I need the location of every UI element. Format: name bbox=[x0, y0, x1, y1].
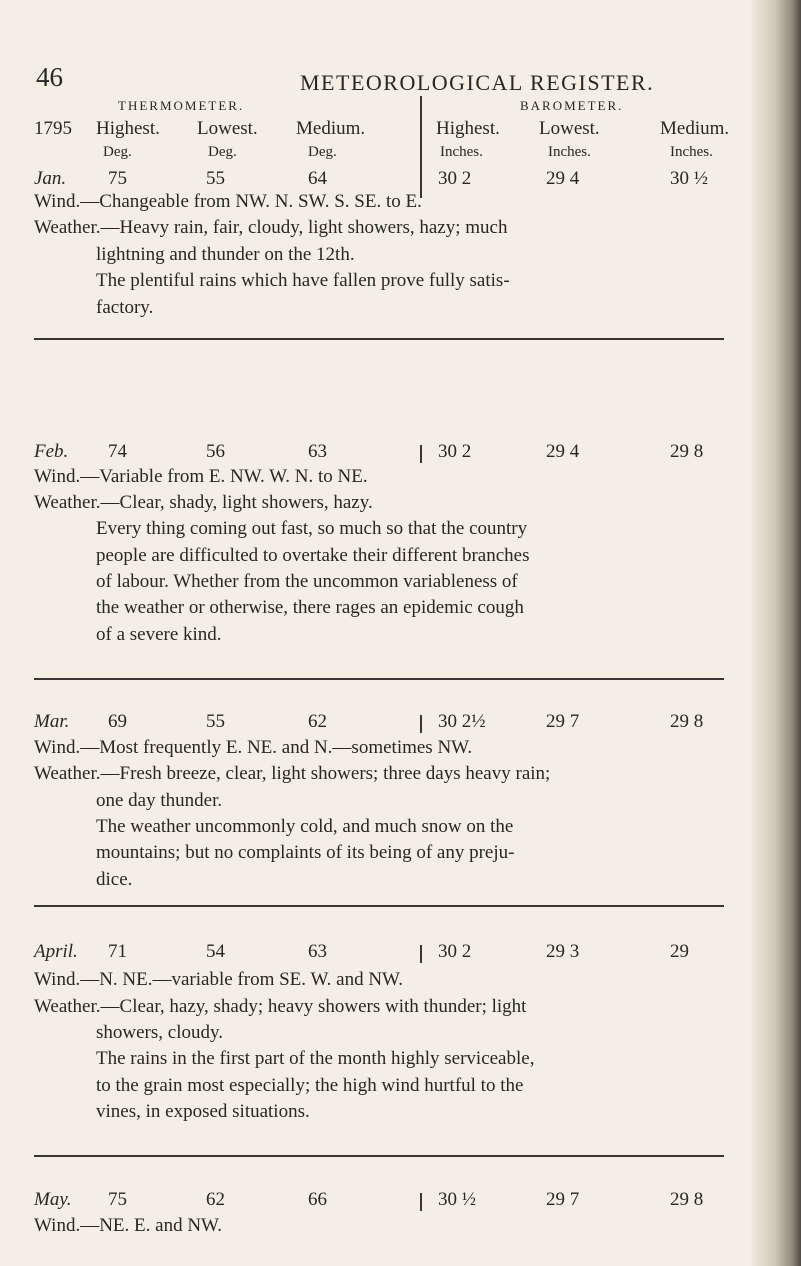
barometer-value: 30 ½ bbox=[670, 168, 708, 189]
baro-unit-medium: Inches. bbox=[670, 144, 713, 160]
barometer-value: 29 4 bbox=[546, 441, 580, 462]
section-rule bbox=[34, 1155, 724, 1157]
therm-col-medium: Medium. bbox=[296, 118, 366, 139]
year-label: 1795 bbox=[34, 118, 72, 139]
barometer-value: 30 2 bbox=[438, 168, 472, 189]
therm-unit-lowest: Deg. bbox=[208, 144, 237, 160]
barometer-value: 29 7 bbox=[546, 711, 580, 732]
therm-col-lowest: Lowest. bbox=[197, 118, 258, 139]
thermometer-value: 54 bbox=[206, 941, 225, 962]
weather-line: Weather.—Clear, hazy, shady; heavy showers with thunder; light bbox=[34, 996, 527, 1017]
thermometer-value: 63 bbox=[308, 441, 327, 462]
barometer-value: 29 3 bbox=[546, 941, 580, 962]
barometer-value: 29 8 bbox=[670, 711, 704, 732]
barometer-value: 30 ½ bbox=[438, 1189, 476, 1210]
remark-line: one day thunder. bbox=[96, 790, 223, 811]
remark-line: of labour. Whether from the uncommon variableness of bbox=[96, 571, 518, 592]
wind-line: Wind.—Most frequently E. NE. and N.—sometimes NW. bbox=[34, 737, 473, 758]
remark-line: of a severe kind. bbox=[96, 624, 222, 645]
month-label: May. bbox=[34, 1189, 72, 1210]
remark-line: dice. bbox=[96, 869, 133, 890]
remark-line: factory. bbox=[96, 297, 154, 318]
section-rule bbox=[34, 678, 724, 680]
thermometer-value: 69 bbox=[108, 711, 127, 732]
thermometer-value: 64 bbox=[308, 168, 327, 189]
remark-line: The plentiful rains which have fallen prove fully satis- bbox=[96, 270, 510, 291]
remark-line: people are difficulted to overtake their different branches bbox=[96, 545, 530, 566]
thermometer-value: 55 bbox=[206, 168, 225, 189]
barometer-value: 29 bbox=[670, 941, 689, 962]
wind-line: Wind.—N. NE.—variable from SE. W. and NW. bbox=[34, 969, 403, 990]
barometer-value: 30 2 bbox=[438, 441, 472, 462]
section-rule bbox=[34, 338, 724, 340]
month-label: April. bbox=[34, 941, 78, 962]
weather-line: Weather.—Heavy rain, fair, cloudy, light showers, hazy; much bbox=[34, 217, 508, 238]
thermometer-value: 75 bbox=[108, 168, 127, 189]
therm-unit-highest: Deg. bbox=[103, 144, 132, 160]
thermometer-value: 62 bbox=[206, 1189, 225, 1210]
wind-line: Wind.—Variable from E. NW. W. N. to NE. bbox=[34, 466, 368, 487]
row-separator-bar bbox=[420, 945, 422, 963]
month-label: Mar. bbox=[34, 711, 70, 732]
thermometer-value: 66 bbox=[308, 1189, 327, 1210]
thermometer-value: 62 bbox=[308, 711, 327, 732]
remark-line: the weather or otherwise, there rages an epidemic cough bbox=[96, 597, 524, 618]
remark-line: The weather uncommonly cold, and much snow on the bbox=[96, 816, 514, 837]
wind-line: Wind.—NE. E. and NW. bbox=[34, 1215, 222, 1236]
thermometer-label: THERMOMETER. bbox=[118, 98, 245, 113]
baro-unit-highest: Inches. bbox=[440, 144, 483, 160]
baro-col-highest: Highest. bbox=[436, 118, 500, 139]
baro-col-lowest: Lowest. bbox=[539, 118, 600, 139]
remark-line: vines, in exposed situations. bbox=[96, 1101, 310, 1122]
gutter-shadow bbox=[749, 0, 757, 1266]
remark-line: The rains in the first part of the month highly serviceable, bbox=[96, 1048, 535, 1069]
running-title: METEOROLOGICAL REGISTER. bbox=[300, 70, 655, 95]
weather-line: Weather.—Fresh breeze, clear, light showers; three days heavy rain; bbox=[34, 763, 551, 784]
thermometer-value: 75 bbox=[108, 1189, 127, 1210]
thermometer-value: 74 bbox=[108, 441, 127, 462]
therm-unit-medium: Deg. bbox=[308, 144, 337, 160]
barometer-label: BAROMETER. bbox=[520, 98, 624, 113]
thermometer-value: 71 bbox=[108, 941, 127, 962]
thermometer-value: 63 bbox=[308, 941, 327, 962]
remark-line: mountains; but no complaints of its being of any preju- bbox=[96, 842, 515, 863]
thermometer-value: 55 bbox=[206, 711, 225, 732]
row-separator-bar bbox=[420, 715, 422, 733]
barometer-value: 29 7 bbox=[546, 1189, 580, 1210]
barometer-value: 29 8 bbox=[670, 441, 704, 462]
baro-col-medium: Medium. bbox=[660, 118, 730, 139]
header-column-divider bbox=[420, 96, 422, 198]
barometer-value: 29 8 bbox=[670, 1189, 704, 1210]
remark-line: to the grain most especially; the high wind hurtful to the bbox=[96, 1075, 524, 1096]
wind-line: Wind.—Changeable from NW. N. SW. S. SE. to E. bbox=[34, 191, 422, 212]
book-spine-edge bbox=[757, 0, 801, 1266]
section-rule bbox=[34, 905, 724, 907]
remark-line: Every thing coming out fast, so much so that the country bbox=[96, 518, 528, 539]
barometer-value: 29 4 bbox=[546, 168, 580, 189]
remark-line: lightning and thunder on the 12th. bbox=[96, 244, 355, 265]
page-number: 46 bbox=[36, 62, 63, 92]
barometer-value: 30 2½ bbox=[438, 711, 486, 732]
therm-col-highest: Highest. bbox=[96, 118, 160, 139]
baro-unit-lowest: Inches. bbox=[548, 144, 591, 160]
row-separator-bar bbox=[420, 1193, 422, 1211]
thermometer-value: 56 bbox=[206, 441, 225, 462]
row-separator-bar bbox=[420, 445, 422, 463]
month-label: Feb. bbox=[34, 441, 69, 462]
month-label: Jan. bbox=[34, 168, 67, 189]
barometer-value: 30 2 bbox=[438, 941, 472, 962]
weather-line: Weather.—Clear, shady, light showers, hazy. bbox=[34, 492, 373, 513]
remark-line: showers, cloudy. bbox=[96, 1022, 223, 1043]
